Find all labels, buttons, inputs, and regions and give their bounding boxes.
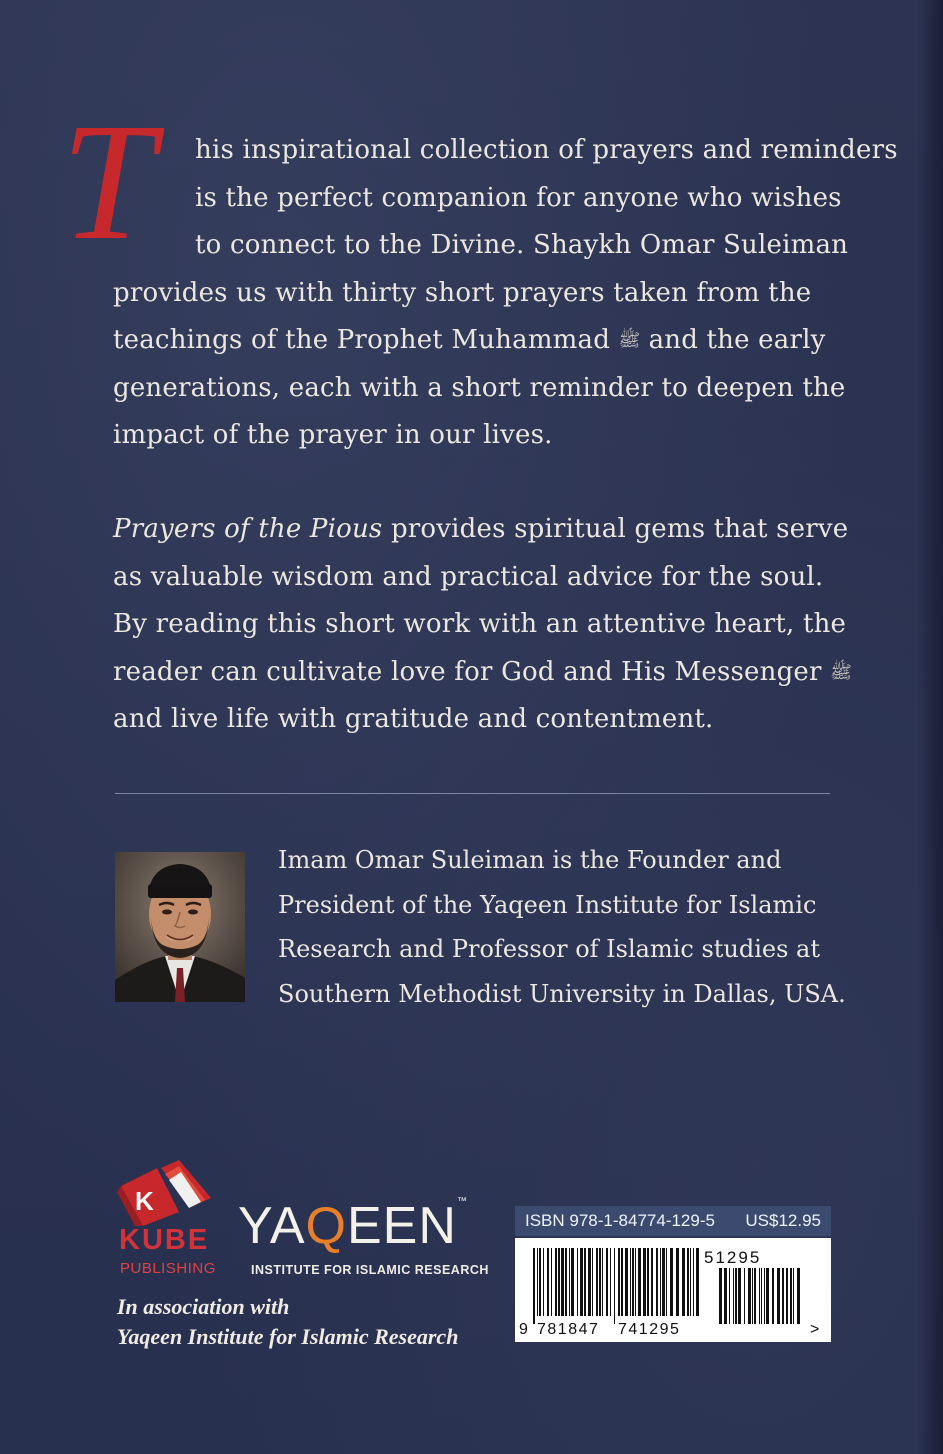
blurb-line: generations, each with a short reminder to deepen the bbox=[113, 372, 846, 403]
barcode-bar bbox=[690, 1248, 691, 1316]
bio-line: Imam Omar Suleiman is the Founder and bbox=[278, 846, 782, 874]
kube-name: KUBE bbox=[119, 1224, 210, 1256]
barcode-bar bbox=[662, 1248, 665, 1316]
yaqeen-logo-q: Q bbox=[305, 1197, 347, 1255]
blurb-line: as valuable wisdom and practical advice for the soul. bbox=[113, 561, 824, 592]
honorific-glyph: ﷺ bbox=[618, 330, 641, 351]
blurb-line-with-title bbox=[113, 506, 849, 554]
honorific-glyph: ﷺ bbox=[830, 661, 852, 683]
bio-line: President of the Yaqeen Institute for Islamic bbox=[278, 890, 817, 919]
barcode-bar bbox=[621, 1248, 623, 1316]
isbn-price-band bbox=[515, 1206, 831, 1236]
barcode-bar bbox=[630, 1248, 631, 1316]
trademark-symbol: ™ bbox=[456, 1196, 468, 1207]
barcode-bar bbox=[786, 1268, 788, 1324]
blurb-line-text: provides spiritual gems that serve bbox=[390, 514, 849, 544]
barcode-bar bbox=[625, 1248, 628, 1316]
blurb-line: By reading this short work with an attentive heart, the bbox=[113, 609, 847, 639]
barcode-bar bbox=[687, 1248, 689, 1316]
barcode-bar bbox=[533, 1248, 535, 1324]
barcode-bar bbox=[599, 1248, 601, 1316]
yaqeen-subtitle: INSTITUTE FOR ISLAMIC RESEARCH bbox=[251, 1263, 489, 1277]
book-title-italic: Prayers of the Pious bbox=[113, 514, 383, 544]
blurb-line-text: teachings of the Prophet Muhammad bbox=[113, 325, 611, 355]
barcode-bar bbox=[719, 1268, 722, 1324]
kube-publishing-logo bbox=[117, 1158, 217, 1230]
barcode-bar bbox=[744, 1268, 745, 1324]
blurb-line: is the perfect companion for anyone who wishes bbox=[195, 182, 842, 213]
barcode-lead-digit: 9 bbox=[519, 1321, 528, 1338]
barcode-bar bbox=[782, 1268, 784, 1324]
barcode-quiet-zone-arrow: > bbox=[810, 1321, 820, 1338]
barcode-bar bbox=[561, 1248, 564, 1316]
barcode-bar bbox=[682, 1248, 685, 1316]
barcode-bar bbox=[651, 1248, 653, 1316]
barcode-bar bbox=[610, 1248, 611, 1316]
blurb-line-text: reader can cultivate love for God and His Messenger bbox=[113, 656, 822, 687]
barcode-right-digits: 741295 bbox=[618, 1321, 681, 1338]
bio-line: Southern Methodist University in Dallas, USA. bbox=[278, 979, 846, 1008]
barcode-bar bbox=[643, 1248, 646, 1316]
association-line: In association with bbox=[117, 1294, 290, 1319]
barcode-bar bbox=[790, 1268, 792, 1324]
barcode-bar bbox=[596, 1248, 598, 1316]
author-portrait-image bbox=[115, 852, 245, 1002]
barcode-bar bbox=[724, 1268, 727, 1324]
barcode-bar bbox=[638, 1248, 641, 1316]
barcode-bar bbox=[632, 1248, 634, 1316]
author-photo bbox=[115, 852, 245, 1002]
price-text: US$12.95 bbox=[745, 1211, 821, 1230]
barcode bbox=[515, 1238, 831, 1342]
barcode-bar bbox=[797, 1268, 800, 1324]
barcode-bar bbox=[543, 1248, 544, 1316]
kube-k-letter: K bbox=[135, 1186, 154, 1216]
barcode-left-digits: 781847 bbox=[537, 1321, 600, 1338]
barcode-bar bbox=[793, 1268, 794, 1324]
barcode-bar bbox=[666, 1248, 667, 1316]
blurb-paragraph-2 bbox=[113, 506, 852, 744]
author-bio bbox=[278, 838, 846, 1016]
barcode-bar bbox=[584, 1248, 586, 1316]
barcode-bar bbox=[735, 1268, 737, 1324]
barcode-bar bbox=[777, 1268, 780, 1324]
barcode-bar bbox=[759, 1268, 760, 1324]
barcode-bar bbox=[551, 1248, 552, 1316]
barcode-bar bbox=[537, 1248, 538, 1316]
barcode-bar bbox=[656, 1248, 658, 1316]
kube-book-icon bbox=[117, 1158, 217, 1226]
blurb-line: impact of the prayer in our lives. bbox=[113, 420, 553, 450]
barcode-bar bbox=[729, 1268, 730, 1324]
barcode-bar bbox=[752, 1268, 753, 1324]
barcode-bar bbox=[592, 1248, 593, 1316]
section-divider bbox=[115, 793, 830, 794]
barcode-bar bbox=[558, 1248, 560, 1316]
barcode-bar bbox=[676, 1248, 679, 1316]
bio-line: Research and Professor of Islamic studies at bbox=[278, 935, 821, 963]
barcode-bar bbox=[660, 1248, 661, 1316]
blurb-paragraph-1 bbox=[61, 89, 898, 460]
barcode-graphic bbox=[515, 1238, 831, 1342]
yaqeen-logo-wordmark bbox=[238, 1196, 468, 1256]
blurb-line-text: and the early bbox=[648, 325, 826, 355]
barcode-bar bbox=[569, 1248, 570, 1316]
barcode-bar bbox=[693, 1248, 694, 1316]
blurb-line-with-honorific bbox=[113, 317, 833, 365]
barcode-addon-digits: 51295 bbox=[704, 1248, 762, 1267]
association-note bbox=[117, 1292, 458, 1352]
barcode-bar bbox=[733, 1268, 734, 1324]
barcode-bar bbox=[580, 1248, 583, 1316]
kube-subtitle: PUBLISHING bbox=[120, 1260, 216, 1277]
blurb-line: to connect to the Divine. Shaykh Omar Suleiman bbox=[195, 230, 849, 260]
barcode-bar bbox=[602, 1248, 603, 1316]
barcode-bar bbox=[772, 1268, 774, 1324]
barcode-bar bbox=[748, 1268, 751, 1324]
barcode-bars bbox=[533, 1248, 699, 1324]
barcode-bar bbox=[761, 1268, 762, 1324]
barcode-bar bbox=[647, 1248, 649, 1316]
barcode-bar bbox=[571, 1248, 574, 1316]
barcode-bar bbox=[764, 1268, 765, 1324]
barcode-bar bbox=[565, 1248, 567, 1316]
drop-cap-letter: T bbox=[61, 89, 155, 275]
barcode-bar bbox=[754, 1268, 756, 1324]
blurb-line: his inspirational collection of prayers and reminders bbox=[195, 135, 898, 165]
barcode-bar bbox=[555, 1248, 557, 1316]
barcode-bar bbox=[577, 1248, 578, 1316]
barcode-bar bbox=[738, 1268, 741, 1324]
barcode-bar bbox=[696, 1248, 699, 1316]
blurb-line-with-honorific bbox=[113, 649, 852, 697]
blurb-line: provides us with thirty short prayers taken from the bbox=[113, 277, 812, 308]
barcode-addon-bars bbox=[719, 1268, 800, 1324]
blurb-line: and live life with gratitude and contentment. bbox=[113, 704, 714, 734]
barcode-bar bbox=[539, 1248, 541, 1316]
isbn-text: ISBN 978-1-84774-129-5 bbox=[525, 1211, 715, 1230]
association-line: Yaqeen Institute for Islamic Research bbox=[117, 1324, 459, 1349]
barcode-bar bbox=[614, 1248, 615, 1324]
barcode-bar bbox=[670, 1248, 673, 1316]
barcode-bar bbox=[606, 1248, 608, 1316]
barcode-bar bbox=[547, 1248, 549, 1316]
yaqeen-logo-part: YA bbox=[238, 1197, 306, 1255]
barcode-bar bbox=[635, 1248, 636, 1316]
barcode-bar bbox=[588, 1248, 591, 1316]
yaqeen-logo-part: EEN bbox=[346, 1197, 457, 1255]
barcode-bar bbox=[618, 1248, 620, 1316]
barcode-bar bbox=[766, 1268, 769, 1324]
